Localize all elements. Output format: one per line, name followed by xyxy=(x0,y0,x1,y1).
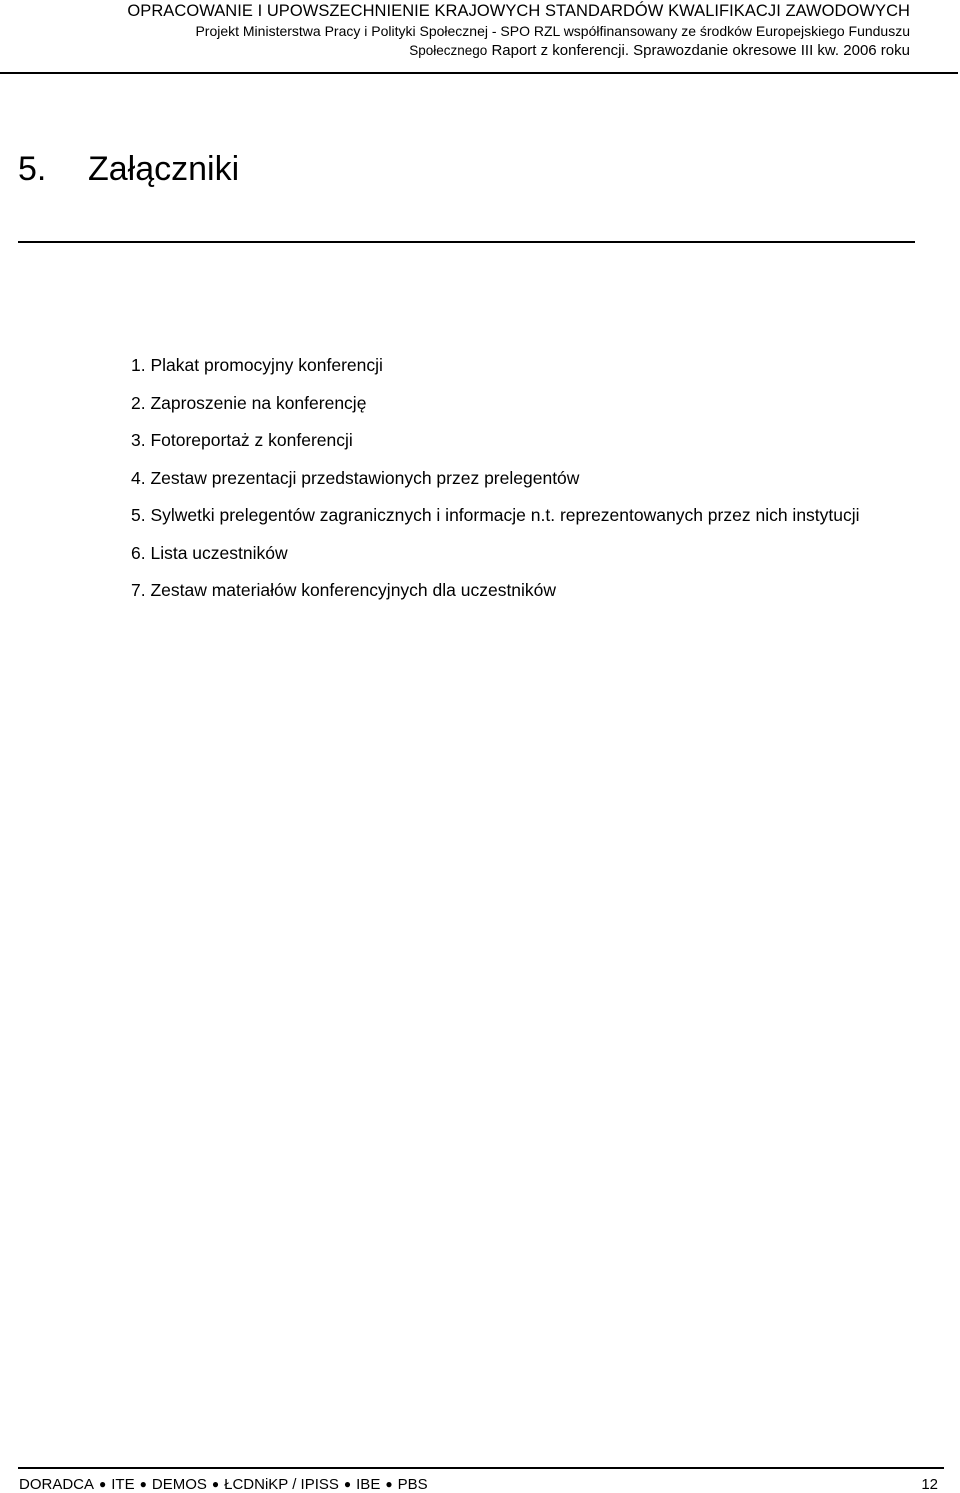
bullet-separator-icon: ● xyxy=(385,1477,393,1491)
partner-name: IBE xyxy=(356,1476,381,1493)
footer-divider xyxy=(18,1467,944,1469)
page-header xyxy=(0,0,958,74)
section-number: 5. xyxy=(18,150,47,188)
partner-name: ŁCDNiKP / IPISS xyxy=(224,1476,339,1493)
attachments-list xyxy=(131,352,912,615)
list-item: 5. Sylwetki prelegentów zagranicznych i informacje n.t. reprezentowanych przez nich instytucji xyxy=(131,505,860,525)
header-project-description: Projekt Ministerstwa Pracy i Polityki Społecznej - SPO RZL współfinansowany ze środków Europejskiego Funduszu xyxy=(195,23,910,39)
list-item: 1. Plakat promocyjny konferencji xyxy=(131,355,383,375)
list-item: 6. Lista uczestników xyxy=(131,542,288,563)
bullet-separator-icon: ● xyxy=(211,1477,220,1491)
bullet-separator-icon: ● xyxy=(99,1477,107,1491)
header-project-title: OPRACOWANIE I UPOWSZECHNIENIE KRAJOWYCH STANDARDÓW KWALIFIKACJI ZAWODOWYCH xyxy=(127,2,910,20)
list-item: 4. Zestaw prezentacji przedstawionych przez prelegentów xyxy=(131,467,580,488)
section-heading xyxy=(18,150,239,189)
title-divider xyxy=(18,241,915,243)
footer-partners xyxy=(19,1476,428,1493)
header-line3-part1: Społecznego xyxy=(409,43,488,58)
partner-name: PBS xyxy=(397,1476,428,1493)
bullet-separator-icon: ● xyxy=(139,1477,147,1491)
partner-name: ITE xyxy=(111,1476,135,1493)
partner-name: DEMOS xyxy=(151,1476,207,1493)
header-report-title xyxy=(409,42,910,59)
section-title: Załączniki xyxy=(88,150,240,188)
partner-name: DORADCA xyxy=(19,1476,95,1493)
header-line3-part2: Raport z konferencji. Sprawozdanie okresowe III kw. 2006 roku xyxy=(491,42,910,59)
list-item: 3. Fotoreportaż z konferencji xyxy=(131,430,353,450)
list-item: 7. Zestaw materiałów konferencyjnych dla uczestników xyxy=(131,580,557,600)
list-item: 2. Zaproszenie na konferencję xyxy=(131,392,367,413)
bullet-separator-icon: ● xyxy=(343,1477,352,1491)
page-number: 12 xyxy=(921,1476,938,1493)
